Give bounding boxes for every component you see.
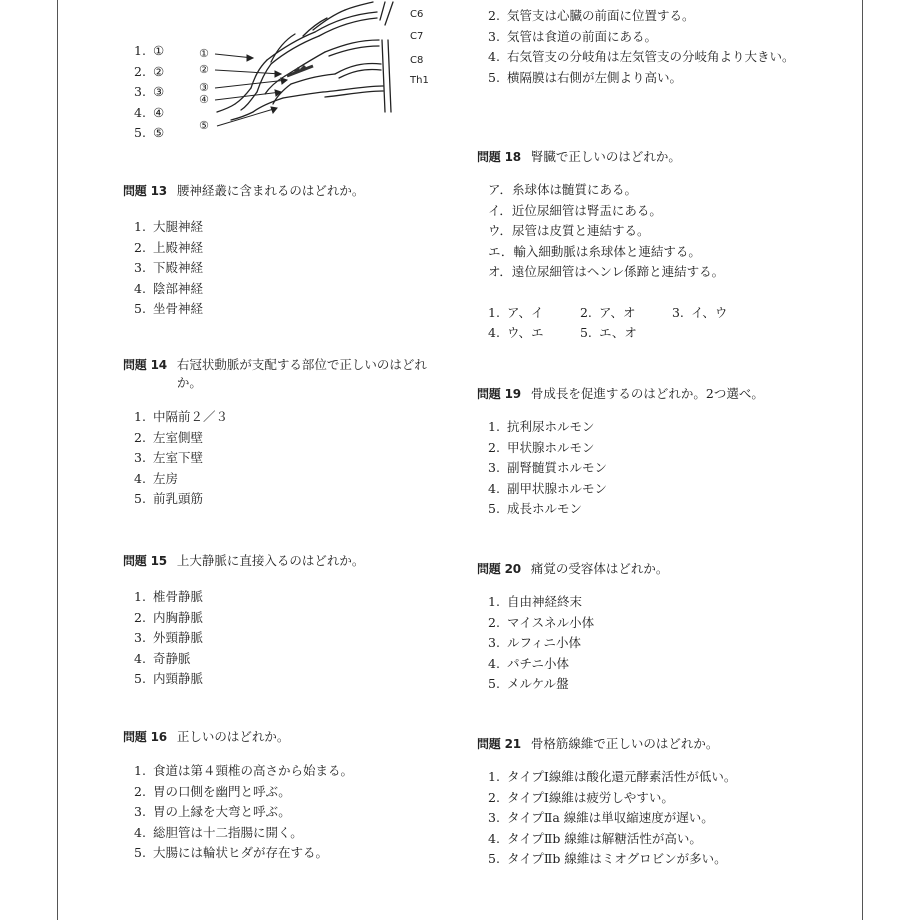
list-item: 1. 大腿神経 bbox=[134, 219, 204, 234]
list-item: ア．糸球体は髄質にある。 bbox=[488, 182, 638, 197]
question-13 bbox=[123, 182, 453, 320]
nerve-label: C6 bbox=[410, 9, 424, 20]
list-item: 1. ① bbox=[134, 43, 165, 58]
list-item: 1. タイプⅠ線維は酸化還元酵素活性が低い。 bbox=[488, 769, 737, 784]
question-number: 問題 18 bbox=[477, 150, 521, 164]
list-item: 3. 胃の上縁を大弯と呼ぶ。 bbox=[134, 804, 291, 819]
list-item: 5. 大腸には輪状ヒダが存在する。 bbox=[134, 845, 329, 860]
list-item: 4. 陰部神経 bbox=[134, 280, 204, 296]
list-item: 4. 総胆管は十二指腸に開く。 bbox=[134, 824, 303, 840]
page-border-right bbox=[862, 0, 863, 920]
question-number: 問題 15 bbox=[123, 554, 167, 568]
list-item: 3. タイプⅡa 線維は単収縮速度が遅い。 bbox=[488, 810, 714, 825]
list-item: 5. 横隔膜は右側が左側より高い。 bbox=[488, 69, 683, 85]
question-text: 痛覚の受容体はどれか。 bbox=[530, 561, 669, 576]
question-heading bbox=[477, 560, 807, 578]
list-item: 4. ウ、エ bbox=[488, 325, 544, 340]
list-item: 1. 中隔前２／３ bbox=[134, 409, 229, 424]
question-heading bbox=[477, 385, 807, 403]
list-item: 2. 左室側壁 bbox=[134, 429, 204, 445]
list-item: エ．輸入細動脈は糸球体と連結する。 bbox=[488, 243, 701, 259]
list-item: イ．近位尿細管は腎盂にある。 bbox=[488, 202, 662, 218]
list-item: 2. 甲状腺ホルモン bbox=[488, 439, 595, 455]
list-item: 5. タイプⅡb 線維はミオグロビンが多い。 bbox=[488, 851, 727, 866]
figure-answer-options bbox=[134, 41, 194, 144]
question-heading bbox=[123, 182, 453, 200]
page-border-left bbox=[57, 0, 58, 920]
list-item: 2. 気管支は心臓の前面に位置する。 bbox=[488, 8, 695, 23]
nerve-label: C7 bbox=[410, 31, 424, 42]
figure-marker: ⑤ bbox=[199, 119, 209, 132]
question-17-continued bbox=[488, 6, 808, 88]
list-item: 3. ③ bbox=[134, 84, 165, 99]
question-number: 問題 16 bbox=[123, 730, 167, 744]
list-item: 3. 左室下壁 bbox=[134, 450, 204, 465]
list-item: 4. タイプⅡb 線維は解糖活性が高い。 bbox=[488, 830, 702, 846]
list-item: 3. イ、ウ bbox=[671, 304, 728, 320]
brachial-plexus-figure bbox=[195, 0, 440, 140]
question-text: 右冠状動脈が支配する部位で正しいのはどれか。 bbox=[176, 357, 427, 390]
question-text: 骨成長を促進するのはどれか。2つ選べ。 bbox=[530, 386, 764, 401]
question-text: 骨格筋線維で正しいのはどれか。 bbox=[530, 736, 719, 751]
question-text: 腎臓で正しいのはどれか。 bbox=[530, 149, 681, 164]
list-item: 1. 抗利尿ホルモン bbox=[488, 419, 595, 434]
question-text: 腰神経叢に含まれるのはどれか。 bbox=[176, 183, 365, 198]
options-list bbox=[488, 6, 808, 88]
options-list bbox=[488, 417, 807, 520]
list-item: オ．遠位尿細管はヘンレ係蹄と連結する。 bbox=[488, 264, 725, 279]
question-14 bbox=[123, 356, 453, 510]
question-19 bbox=[477, 385, 807, 520]
question-number: 問題 20 bbox=[477, 562, 521, 576]
question-heading bbox=[123, 356, 453, 392]
options-list bbox=[134, 407, 453, 510]
list-item: 5. 前乳頭筋 bbox=[134, 491, 204, 506]
list-item: 4. ④ bbox=[134, 104, 165, 120]
list-item: 5. 坐骨神経 bbox=[134, 301, 204, 316]
options-list bbox=[488, 592, 807, 695]
question-16 bbox=[123, 728, 453, 864]
list-item: 2. 胃の口側を幽門と呼ぶ。 bbox=[134, 783, 291, 799]
question-number: 問題 14 bbox=[123, 358, 167, 372]
list-item: 5. ⑤ bbox=[134, 125, 165, 140]
list-item: 1. 自由神経終末 bbox=[488, 594, 583, 609]
question-number: 問題 13 bbox=[123, 184, 167, 198]
list-item: 2. 内胸静脈 bbox=[134, 609, 204, 625]
question-heading bbox=[477, 735, 817, 753]
statements-list bbox=[488, 180, 807, 283]
list-item: 1. 食道は第４頸椎の高さから始まる。 bbox=[134, 763, 354, 778]
list-item: 3. 下殿神経 bbox=[134, 260, 204, 275]
list-item: 4. 副甲状腺ホルモン bbox=[488, 480, 608, 496]
list-item: 5. エ、オ bbox=[579, 325, 637, 340]
list-item: 2. ② bbox=[134, 63, 165, 79]
options-list bbox=[488, 767, 817, 870]
options-list bbox=[134, 587, 453, 690]
list-item: 4. 右気管支の分岐角は左気管支の分岐角より大きい。 bbox=[488, 49, 795, 64]
question-number: 問題 19 bbox=[477, 387, 521, 401]
options-list bbox=[134, 217, 453, 320]
list-item: 2. タイプⅠ線維は疲労しやすい。 bbox=[488, 789, 674, 805]
question-heading bbox=[123, 552, 453, 570]
list-item: 3. 外頸静脈 bbox=[134, 630, 204, 645]
options-list bbox=[134, 761, 453, 864]
question-text: 上大静脈に直接入るのはどれか。 bbox=[176, 553, 365, 568]
question-number: 問題 21 bbox=[477, 737, 521, 751]
figure-marker: ② bbox=[199, 63, 209, 76]
list-item: 1. 椎骨静脈 bbox=[134, 589, 204, 604]
combination-options bbox=[488, 303, 807, 344]
list-item: 5. 内頸静脈 bbox=[134, 671, 204, 686]
list-item: 3. ルフィニ小体 bbox=[488, 635, 582, 650]
figure-marker: ④ bbox=[199, 93, 209, 106]
list-item: ウ．尿管は皮質と連結する。 bbox=[488, 223, 650, 238]
list-item: 2. マイスネル小体 bbox=[488, 614, 595, 630]
question-21 bbox=[477, 735, 817, 870]
question-heading bbox=[123, 728, 453, 746]
list-item: 1. ア、イ bbox=[488, 304, 544, 320]
list-item: 3. 副腎髄質ホルモン bbox=[488, 460, 608, 475]
list-item: 5. 成長ホルモン bbox=[488, 501, 583, 516]
nerve-label: C8 bbox=[410, 55, 424, 66]
question-15 bbox=[123, 552, 453, 690]
list-item: 4. 奇静脈 bbox=[134, 650, 191, 666]
nerve-label: Th1 bbox=[410, 75, 429, 86]
list-item: 5. メルケル盤 bbox=[488, 676, 569, 691]
list-item: 4. パチニ小体 bbox=[488, 655, 570, 671]
question-heading bbox=[477, 148, 807, 166]
figure-marker: ① bbox=[199, 47, 209, 60]
question-text: 正しいのはどれか。 bbox=[176, 729, 290, 744]
list-item: 4. 左房 bbox=[134, 470, 179, 486]
list-item: 2. 上殿神経 bbox=[134, 239, 204, 255]
list-item: 2. ア、オ bbox=[579, 304, 636, 320]
list-item: 3. 気管は食道の前面にある。 bbox=[488, 28, 658, 44]
question-20 bbox=[477, 560, 807, 695]
figure-marker: ③ bbox=[199, 81, 209, 94]
plexus-diagram bbox=[195, 0, 440, 140]
question-18 bbox=[477, 148, 807, 344]
